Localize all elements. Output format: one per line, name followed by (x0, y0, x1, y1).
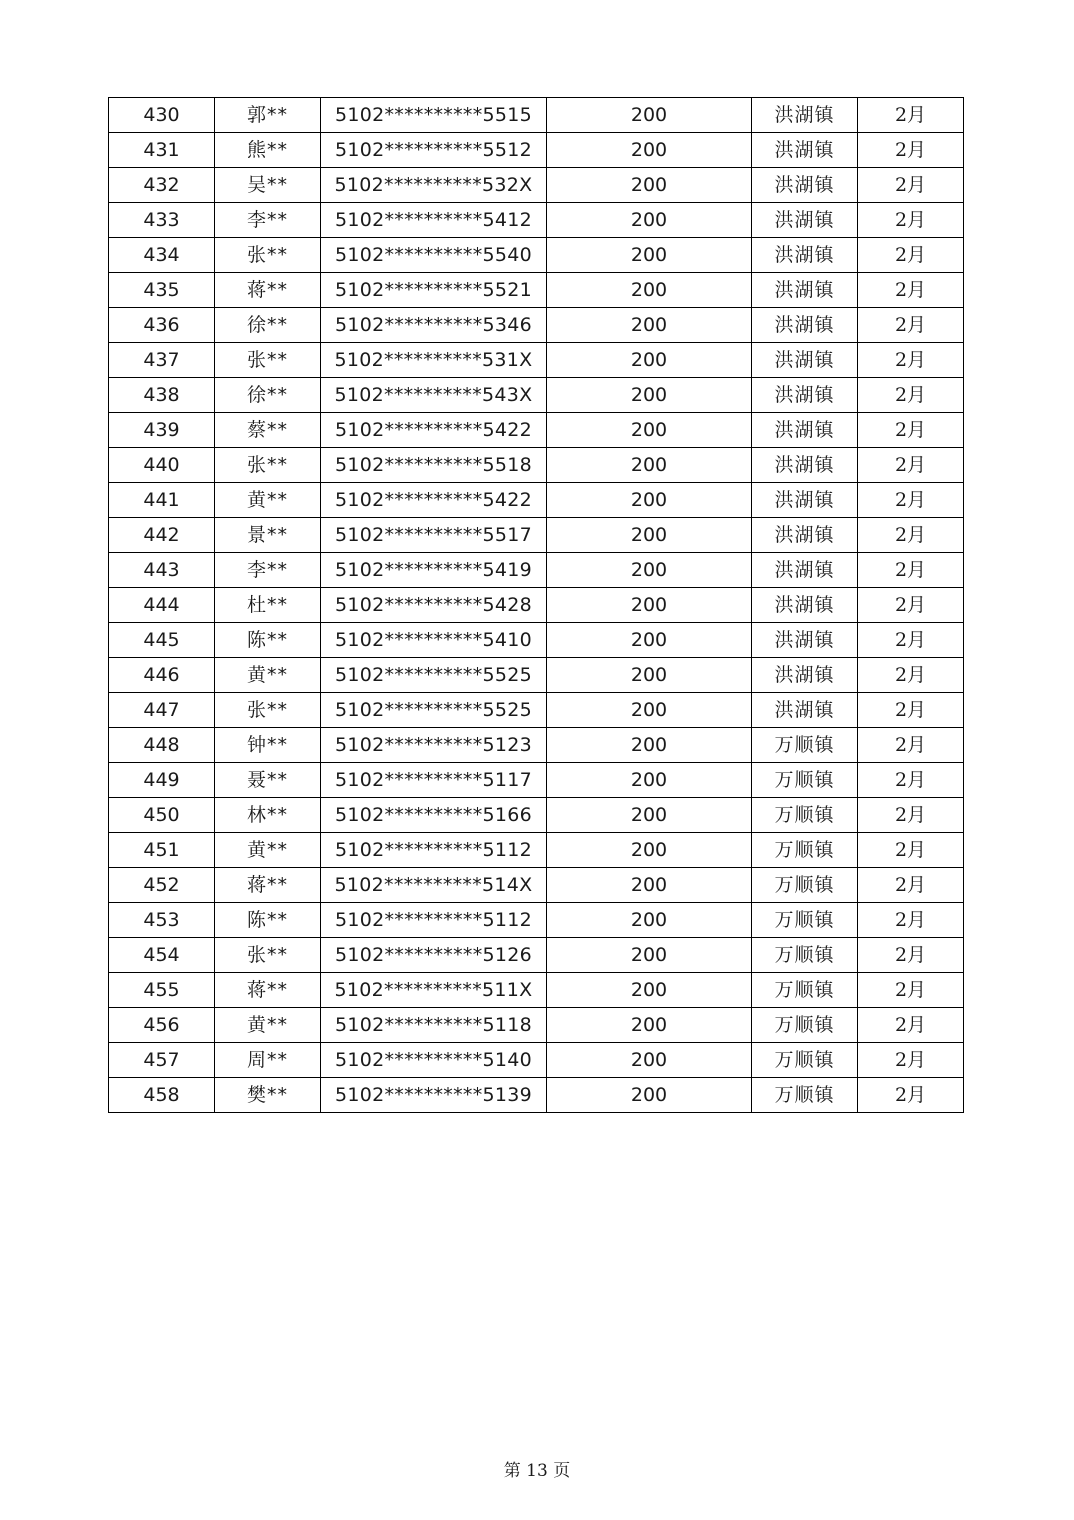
table-row (109, 833, 964, 868)
table-row (109, 308, 964, 343)
town-name-cell: 洪湖镇 (752, 448, 858, 483)
month-cell: 2月 (858, 98, 964, 133)
town-name-cell: 洪湖镇 (752, 273, 858, 308)
person-name-cell: 蔡** (215, 413, 321, 448)
id-number-cell: 5102**********532X (321, 168, 547, 203)
id-number-cell: 5102**********5118 (321, 1008, 547, 1043)
id-number-cell: 5102**********5112 (321, 903, 547, 938)
table-row (109, 728, 964, 763)
id-number-cell: 5102**********5515 (321, 98, 547, 133)
id-number-cell: 5102**********5166 (321, 798, 547, 833)
table-row (109, 518, 964, 553)
month-cell: 2月 (858, 1078, 964, 1113)
town-name-cell: 洪湖镇 (752, 588, 858, 623)
row-number-cell: 435 (109, 273, 215, 308)
id-number-cell: 5102**********5117 (321, 763, 547, 798)
month-cell: 2月 (858, 1008, 964, 1043)
amount-cell: 200 (547, 133, 752, 168)
table-row (109, 98, 964, 133)
row-number-cell: 439 (109, 413, 215, 448)
amount-cell: 200 (547, 308, 752, 343)
month-cell: 2月 (858, 413, 964, 448)
amount-cell: 200 (547, 903, 752, 938)
id-number-cell: 5102**********511X (321, 973, 547, 1008)
month-cell: 2月 (858, 728, 964, 763)
person-name-cell: 熊** (215, 133, 321, 168)
row-number-cell: 438 (109, 378, 215, 413)
person-name-cell: 张** (215, 448, 321, 483)
row-number-cell: 451 (109, 833, 215, 868)
month-cell: 2月 (858, 1043, 964, 1078)
table-row (109, 623, 964, 658)
id-number-cell: 5102**********5346 (321, 308, 547, 343)
table-body (109, 98, 964, 1113)
month-cell: 2月 (858, 588, 964, 623)
row-number-cell: 450 (109, 798, 215, 833)
amount-cell: 200 (547, 588, 752, 623)
person-name-cell: 周** (215, 1043, 321, 1078)
person-name-cell: 陈** (215, 903, 321, 938)
row-number-cell: 430 (109, 98, 215, 133)
amount-cell: 200 (547, 553, 752, 588)
month-cell: 2月 (858, 483, 964, 518)
table-row (109, 588, 964, 623)
row-number-cell: 444 (109, 588, 215, 623)
month-cell: 2月 (858, 623, 964, 658)
id-number-cell: 5102**********5139 (321, 1078, 547, 1113)
amount-cell: 200 (547, 413, 752, 448)
month-cell: 2月 (858, 343, 964, 378)
table-row (109, 658, 964, 693)
row-number-cell: 458 (109, 1078, 215, 1113)
town-name-cell: 万顺镇 (752, 728, 858, 763)
town-name-cell: 洪湖镇 (752, 693, 858, 728)
amount-cell: 200 (547, 378, 752, 413)
town-name-cell: 洪湖镇 (752, 133, 858, 168)
month-cell: 2月 (858, 553, 964, 588)
person-name-cell: 杜** (215, 588, 321, 623)
row-number-cell: 440 (109, 448, 215, 483)
row-number-cell: 433 (109, 203, 215, 238)
id-number-cell: 5102**********5140 (321, 1043, 547, 1078)
amount-cell: 200 (547, 448, 752, 483)
row-number-cell: 442 (109, 518, 215, 553)
row-number-cell: 452 (109, 868, 215, 903)
amount-cell: 200 (547, 238, 752, 273)
town-name-cell: 洪湖镇 (752, 553, 858, 588)
row-number-cell: 454 (109, 938, 215, 973)
person-name-cell: 张** (215, 238, 321, 273)
month-cell: 2月 (858, 238, 964, 273)
person-name-cell: 黄** (215, 1008, 321, 1043)
row-number-cell: 431 (109, 133, 215, 168)
table-row (109, 798, 964, 833)
person-name-cell: 蒋** (215, 973, 321, 1008)
person-name-cell: 黄** (215, 658, 321, 693)
table-row (109, 238, 964, 273)
person-name-cell: 徐** (215, 308, 321, 343)
town-name-cell: 洪湖镇 (752, 343, 858, 378)
table-row (109, 868, 964, 903)
table-row (109, 168, 964, 203)
amount-cell: 200 (547, 973, 752, 1008)
amount-cell: 200 (547, 868, 752, 903)
id-number-cell: 5102**********5525 (321, 693, 547, 728)
person-name-cell: 蒋** (215, 868, 321, 903)
id-number-cell: 5102**********5512 (321, 133, 547, 168)
table-row (109, 1008, 964, 1043)
person-name-cell: 徐** (215, 378, 321, 413)
amount-cell: 200 (547, 483, 752, 518)
month-cell: 2月 (858, 203, 964, 238)
town-name-cell: 万顺镇 (752, 1078, 858, 1113)
amount-cell: 200 (547, 658, 752, 693)
id-number-cell: 5102**********5540 (321, 238, 547, 273)
person-name-cell: 李** (215, 203, 321, 238)
amount-cell: 200 (547, 203, 752, 238)
amount-cell: 200 (547, 98, 752, 133)
page-number: 第 13 页 (503, 1461, 571, 1481)
row-number-cell: 457 (109, 1043, 215, 1078)
town-name-cell: 洪湖镇 (752, 168, 858, 203)
amount-cell: 200 (547, 343, 752, 378)
table-row (109, 203, 964, 238)
amount-cell: 200 (547, 728, 752, 763)
amount-cell: 200 (547, 693, 752, 728)
month-cell: 2月 (858, 308, 964, 343)
table-row (109, 448, 964, 483)
month-cell: 2月 (858, 973, 964, 1008)
month-cell: 2月 (858, 658, 964, 693)
month-cell: 2月 (858, 868, 964, 903)
id-number-cell: 5102**********5123 (321, 728, 547, 763)
id-number-cell: 5102**********543X (321, 378, 547, 413)
table-row (109, 1078, 964, 1113)
month-cell: 2月 (858, 518, 964, 553)
month-cell: 2月 (858, 378, 964, 413)
town-name-cell: 洪湖镇 (752, 623, 858, 658)
id-number-cell: 5102**********5112 (321, 833, 547, 868)
month-cell: 2月 (858, 938, 964, 973)
month-cell: 2月 (858, 448, 964, 483)
person-name-cell: 张** (215, 693, 321, 728)
town-name-cell: 洪湖镇 (752, 308, 858, 343)
town-name-cell: 万顺镇 (752, 938, 858, 973)
month-cell: 2月 (858, 763, 964, 798)
id-number-cell: 5102**********514X (321, 868, 547, 903)
town-name-cell: 洪湖镇 (752, 203, 858, 238)
table-row (109, 483, 964, 518)
table-row (109, 133, 964, 168)
row-number-cell: 453 (109, 903, 215, 938)
amount-cell: 200 (547, 833, 752, 868)
id-number-cell: 5102**********5525 (321, 658, 547, 693)
town-name-cell: 洪湖镇 (752, 98, 858, 133)
amount-cell: 200 (547, 1078, 752, 1113)
town-name-cell: 万顺镇 (752, 903, 858, 938)
row-number-cell: 449 (109, 763, 215, 798)
person-name-cell: 郭** (215, 98, 321, 133)
id-number-cell: 5102**********5419 (321, 553, 547, 588)
town-name-cell: 洪湖镇 (752, 658, 858, 693)
month-cell: 2月 (858, 273, 964, 308)
person-name-cell: 黄** (215, 483, 321, 518)
table-row (109, 553, 964, 588)
month-cell: 2月 (858, 693, 964, 728)
person-name-cell: 蒋** (215, 273, 321, 308)
person-name-cell: 林** (215, 798, 321, 833)
table-row (109, 693, 964, 728)
person-name-cell: 樊** (215, 1078, 321, 1113)
table-row (109, 273, 964, 308)
row-number-cell: 455 (109, 973, 215, 1008)
month-cell: 2月 (858, 798, 964, 833)
row-number-cell: 436 (109, 308, 215, 343)
person-name-cell: 李** (215, 553, 321, 588)
amount-cell: 200 (547, 1043, 752, 1078)
person-name-cell: 张** (215, 343, 321, 378)
row-number-cell: 447 (109, 693, 215, 728)
id-number-cell: 5102**********5412 (321, 203, 547, 238)
table-row (109, 413, 964, 448)
month-cell: 2月 (858, 133, 964, 168)
town-name-cell: 万顺镇 (752, 763, 858, 798)
data-table (108, 97, 964, 1113)
amount-cell: 200 (547, 518, 752, 553)
town-name-cell: 洪湖镇 (752, 238, 858, 273)
person-name-cell: 景** (215, 518, 321, 553)
table-row (109, 903, 964, 938)
amount-cell: 200 (547, 798, 752, 833)
id-number-cell: 5102**********5518 (321, 448, 547, 483)
row-number-cell: 456 (109, 1008, 215, 1043)
id-number-cell: 5102**********5517 (321, 518, 547, 553)
amount-cell: 200 (547, 273, 752, 308)
id-number-cell: 5102**********5422 (321, 483, 547, 518)
id-number-cell: 5102**********5422 (321, 413, 547, 448)
row-number-cell: 445 (109, 623, 215, 658)
person-name-cell: 陈** (215, 623, 321, 658)
id-number-cell: 5102**********5521 (321, 273, 547, 308)
person-name-cell: 张** (215, 938, 321, 973)
person-name-cell: 黄** (215, 833, 321, 868)
town-name-cell: 洪湖镇 (752, 483, 858, 518)
month-cell: 2月 (858, 168, 964, 203)
row-number-cell: 432 (109, 168, 215, 203)
month-cell: 2月 (858, 903, 964, 938)
town-name-cell: 万顺镇 (752, 868, 858, 903)
amount-cell: 200 (547, 168, 752, 203)
town-name-cell: 洪湖镇 (752, 518, 858, 553)
table-row (109, 763, 964, 798)
town-name-cell: 万顺镇 (752, 833, 858, 868)
amount-cell: 200 (547, 1008, 752, 1043)
row-number-cell: 446 (109, 658, 215, 693)
amount-cell: 200 (547, 938, 752, 973)
amount-cell: 200 (547, 763, 752, 798)
town-name-cell: 万顺镇 (752, 973, 858, 1008)
row-number-cell: 448 (109, 728, 215, 763)
id-number-cell: 5102**********5410 (321, 623, 547, 658)
town-name-cell: 洪湖镇 (752, 413, 858, 448)
person-name-cell: 聂** (215, 763, 321, 798)
row-number-cell: 441 (109, 483, 215, 518)
town-name-cell: 万顺镇 (752, 1043, 858, 1078)
month-cell: 2月 (858, 833, 964, 868)
table-row (109, 1043, 964, 1078)
town-name-cell: 万顺镇 (752, 798, 858, 833)
person-name-cell: 吴** (215, 168, 321, 203)
town-name-cell: 万顺镇 (752, 1008, 858, 1043)
table-row (109, 378, 964, 413)
table-row (109, 973, 964, 1008)
amount-cell: 200 (547, 623, 752, 658)
row-number-cell: 443 (109, 553, 215, 588)
town-name-cell: 洪湖镇 (752, 378, 858, 413)
row-number-cell: 437 (109, 343, 215, 378)
id-number-cell: 5102**********5126 (321, 938, 547, 973)
id-number-cell: 5102**********531X (321, 343, 547, 378)
id-number-cell: 5102**********5428 (321, 588, 547, 623)
person-name-cell: 钟** (215, 728, 321, 763)
row-number-cell: 434 (109, 238, 215, 273)
table-row (109, 343, 964, 378)
table-row (109, 938, 964, 973)
